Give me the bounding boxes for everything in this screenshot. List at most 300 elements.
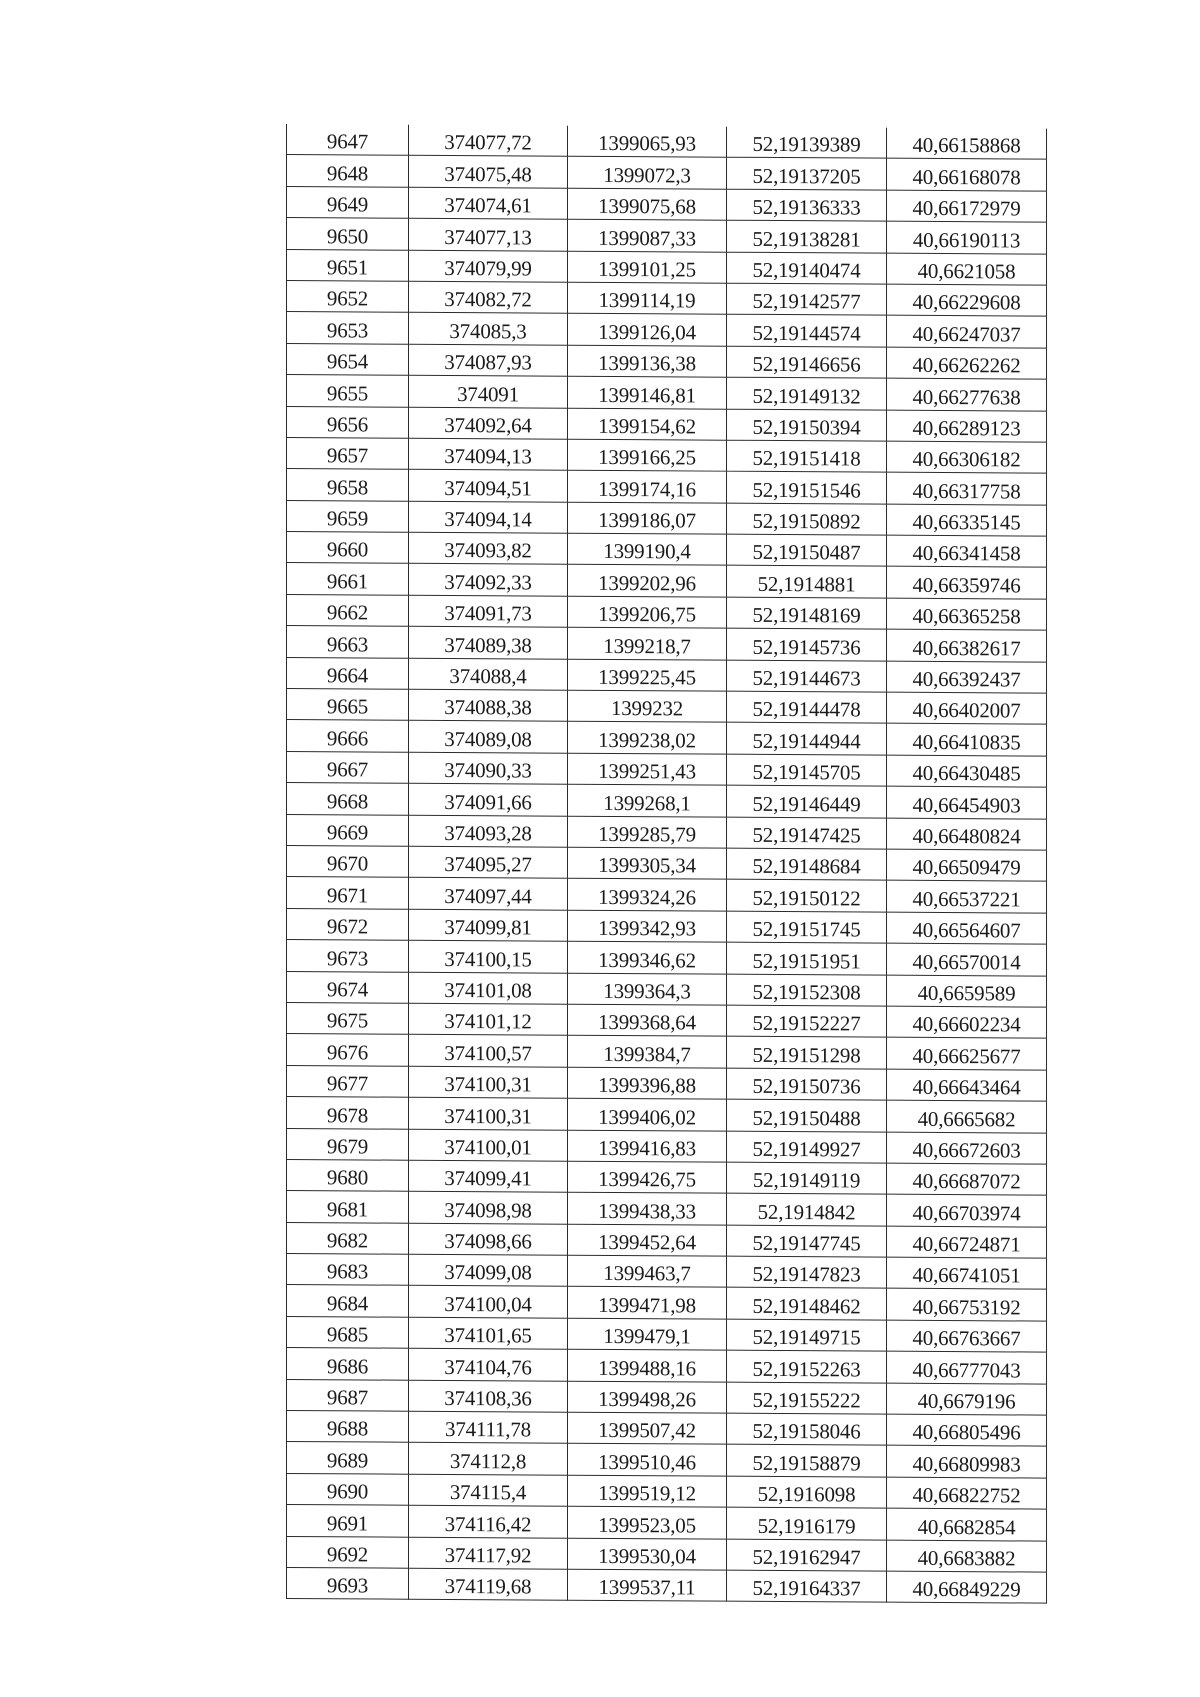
- y-coordinate-cell: [568, 1067, 727, 1099]
- latitude-cell: [727, 880, 887, 912]
- cell-text: 40,66359746: [912, 572, 1021, 598]
- point-number-cell: [287, 1097, 409, 1129]
- point-number-cell: [287, 1442, 409, 1474]
- table-row: [287, 720, 1047, 756]
- cell-text: 374094,51: [444, 475, 532, 501]
- longitude-cell: [887, 1006, 1047, 1038]
- cell-text: 9658: [326, 474, 369, 500]
- cell-text: 52,19148462: [752, 1293, 861, 1319]
- point-number-cell: [287, 249, 409, 281]
- x-coordinate-cell: [409, 438, 568, 470]
- cell-text: 9691: [326, 1510, 369, 1536]
- cell-text: 40,66753192: [912, 1294, 1021, 1320]
- cell-text: 1399202,96: [598, 570, 696, 596]
- point-number-cell: [287, 1034, 409, 1066]
- cell-text: 40,66335145: [912, 509, 1021, 535]
- cell-text: 374079,99: [444, 255, 532, 281]
- longitude-cell: [887, 1320, 1047, 1352]
- cell-text: 374095,27: [444, 852, 532, 877]
- x-coordinate-cell: [409, 1317, 568, 1349]
- cell-text: 40,66306182: [912, 447, 1021, 472]
- cell-text: 9673: [326, 945, 369, 971]
- y-coordinate-cell: [568, 847, 727, 879]
- y-coordinate-cell: [568, 439, 727, 471]
- table-row: [287, 375, 1047, 411]
- longitude-cell: [887, 567, 1047, 599]
- cell-text: 374091,66: [444, 789, 532, 815]
- cell-text: 9676: [326, 1039, 369, 1065]
- point-number-cell: [287, 1222, 409, 1254]
- latitude-cell: [727, 817, 887, 849]
- cell-text: 9649: [326, 192, 369, 217]
- y-coordinate-cell: [568, 1475, 727, 1507]
- cell-text: 1399072,3: [603, 162, 691, 188]
- x-coordinate-cell: [409, 187, 568, 219]
- latitude-cell: [727, 1570, 887, 1602]
- cell-text: 52,19150394: [752, 414, 861, 440]
- point-number-cell: [287, 124, 409, 156]
- cell-text: 52,19150488: [752, 1105, 861, 1130]
- cell-text: 374101,12: [444, 1009, 532, 1034]
- cell-text: 374100,31: [444, 1072, 532, 1097]
- latitude-cell: [727, 377, 887, 409]
- cell-text: 40,66724871: [912, 1231, 1021, 1257]
- cell-text: 374116,42: [444, 1511, 532, 1537]
- y-coordinate-cell: [568, 1318, 727, 1350]
- cell-text: 1399075,68: [598, 194, 696, 219]
- point-number-cell: [287, 1128, 409, 1160]
- table-row: [287, 908, 1047, 944]
- y-coordinate-cell: [568, 753, 727, 785]
- cell-text: 9663: [326, 631, 369, 657]
- x-coordinate-cell: [409, 783, 568, 815]
- cell-text: 52,19148169: [752, 603, 861, 628]
- cell-text: 40,66480824: [912, 823, 1021, 849]
- y-coordinate-cell: [568, 1036, 727, 1068]
- cell-text: 1399406,02: [598, 1104, 696, 1129]
- longitude-cell: [887, 472, 1047, 504]
- cell-text: 52,19145736: [752, 634, 861, 660]
- cell-text: 374074,61: [444, 193, 532, 218]
- longitude-cell: [887, 629, 1047, 661]
- cell-text: 1399186,07: [598, 507, 696, 533]
- point-number-cell: [287, 343, 409, 375]
- cell-text: 40,66687072: [912, 1169, 1021, 1194]
- cell-text: 9690: [326, 1479, 369, 1504]
- cell-text: 374098,66: [444, 1229, 532, 1254]
- point-number-cell: [287, 1473, 409, 1505]
- cell-text: 52,19138281: [752, 226, 861, 252]
- x-coordinate-cell: [409, 1035, 568, 1067]
- cell-text: 9655: [326, 380, 369, 406]
- cell-text: 40,66602234: [912, 1012, 1021, 1037]
- longitude-cell: [887, 347, 1047, 379]
- cell-text: 40,66410835: [912, 729, 1021, 755]
- cell-text: 1399519,12: [598, 1481, 696, 1506]
- table-row: [287, 124, 1047, 160]
- x-coordinate-cell: [409, 972, 568, 1004]
- cell-text: 40,6679196: [917, 1388, 1016, 1414]
- y-coordinate-cell: [568, 408, 727, 440]
- cell-text: 9677: [326, 1071, 369, 1096]
- latitude-cell: [727, 848, 887, 880]
- cell-text: 52,19147823: [752, 1262, 861, 1287]
- latitude-cell: [727, 189, 887, 221]
- longitude-cell: [887, 504, 1047, 536]
- point-number-cell: [287, 1191, 409, 1223]
- cell-text: 40,66229608: [912, 290, 1021, 315]
- latitude-cell: [727, 942, 887, 974]
- point-number-cell: [287, 1065, 409, 1097]
- longitude-cell: [887, 1508, 1047, 1540]
- cell-text: 374077,72: [444, 130, 532, 155]
- table-row: [287, 532, 1047, 568]
- cell-text: 374108,36: [444, 1385, 532, 1411]
- cell-text: 374100,15: [444, 946, 532, 972]
- longitude-cell: [887, 1477, 1047, 1509]
- cell-text: 374093,28: [444, 820, 532, 846]
- x-coordinate-cell: [409, 407, 568, 439]
- y-coordinate-cell: [568, 690, 727, 722]
- table-row: [287, 500, 1047, 536]
- cell-text: 1399285,79: [598, 821, 696, 847]
- cell-text: 9668: [326, 788, 369, 814]
- cell-text: 374112,8: [449, 1448, 527, 1474]
- cell-text: 40,66158868: [912, 133, 1021, 158]
- cell-text: 1399530,04: [598, 1543, 696, 1569]
- point-number-cell: [287, 437, 409, 469]
- longitude-cell: [887, 1257, 1047, 1289]
- point-number-cell: [287, 751, 409, 783]
- longitude-cell: [887, 128, 1047, 160]
- x-coordinate-cell: [409, 1286, 568, 1318]
- cell-text: 52,19158046: [752, 1419, 861, 1444]
- cell-text: 9653: [326, 317, 369, 343]
- table-row: [287, 1442, 1047, 1478]
- cell-text: 1399384,7: [603, 1041, 691, 1067]
- x-coordinate-cell: [409, 125, 568, 157]
- point-number-cell: [287, 1285, 409, 1317]
- cell-text: 9689: [326, 1448, 369, 1473]
- table-row: [287, 437, 1047, 473]
- y-coordinate-cell: [568, 722, 727, 754]
- y-coordinate-cell: [568, 941, 727, 973]
- cell-text: 1399206,75: [598, 602, 696, 627]
- latitude-cell: [727, 471, 887, 503]
- cell-text: 40,66317758: [912, 478, 1021, 504]
- cell-text: 9683: [326, 1259, 369, 1284]
- cell-text: 9666: [326, 726, 369, 751]
- cell-text: 52,19162947: [752, 1544, 861, 1570]
- y-coordinate-cell: [568, 533, 727, 565]
- cell-text: 1399507,42: [598, 1418, 696, 1443]
- cell-text: 9680: [326, 1165, 369, 1190]
- point-number-cell: [287, 720, 409, 752]
- latitude-cell: [727, 1445, 887, 1477]
- cell-text: 374101,08: [444, 977, 532, 1003]
- latitude-cell: [727, 723, 887, 755]
- point-number-cell: [287, 218, 409, 250]
- latitude-cell: [727, 1037, 887, 1069]
- x-coordinate-cell: [409, 626, 568, 658]
- cell-text: 40,66289123: [912, 415, 1021, 441]
- point-number-cell: [287, 689, 409, 721]
- longitude-cell: [887, 943, 1047, 975]
- cell-text: 9664: [326, 663, 369, 688]
- cell-text: 9656: [326, 412, 369, 437]
- latitude-cell: [727, 346, 887, 378]
- cell-text: 52,19150736: [752, 1073, 861, 1099]
- table-row: [287, 626, 1047, 662]
- y-coordinate-cell: [568, 376, 727, 408]
- x-coordinate-cell: [409, 156, 568, 188]
- cell-text: 1399479,1: [603, 1324, 691, 1349]
- cell-text: 1399305,34: [598, 853, 696, 878]
- cell-text: 52,19145705: [752, 760, 861, 785]
- cell-text: 52,19137205: [752, 163, 861, 189]
- longitude-cell: [887, 881, 1047, 913]
- longitude-cell: [887, 441, 1047, 473]
- cell-text: 1399523,05: [598, 1512, 696, 1538]
- longitude-cell: [887, 1414, 1047, 1446]
- cell-text: 9692: [326, 1542, 369, 1567]
- latitude-cell: [727, 1539, 887, 1571]
- cell-text: 1399087,33: [598, 225, 696, 251]
- x-coordinate-cell: [409, 1097, 568, 1129]
- cell-text: 52,19155222: [752, 1387, 861, 1413]
- y-coordinate-cell: [568, 659, 727, 691]
- cell-text: 374094,13: [444, 444, 532, 469]
- point-number-cell: [287, 1536, 409, 1568]
- y-coordinate-cell: [568, 282, 727, 314]
- cell-text: 40,66277638: [912, 384, 1021, 409]
- cell-text: 9685: [326, 1322, 369, 1347]
- cell-text: 52,1916098: [757, 1482, 856, 1507]
- longitude-cell: [887, 221, 1047, 253]
- latitude-cell: [727, 1005, 887, 1037]
- latitude-cell: [727, 409, 887, 441]
- x-coordinate-cell: [409, 846, 568, 878]
- latitude-cell: [727, 158, 887, 190]
- longitude-cell: [887, 535, 1047, 567]
- coordinates-table-wrapper: [286, 124, 1046, 1604]
- cell-text: 9687: [326, 1385, 369, 1410]
- point-number-cell: [287, 186, 409, 218]
- latitude-cell: [727, 503, 887, 535]
- y-coordinate-cell: [568, 1224, 727, 1256]
- point-number-cell: [287, 375, 409, 407]
- cell-text: 52,19164337: [752, 1576, 861, 1601]
- y-coordinate-cell: [568, 251, 727, 283]
- cell-text: 374092,33: [444, 569, 532, 595]
- longitude-cell: [887, 849, 1047, 881]
- table-row: [287, 218, 1047, 254]
- cell-text: 1399426,75: [598, 1167, 696, 1192]
- cell-text: 9660: [326, 537, 369, 562]
- cell-text: 52,19136333: [752, 195, 861, 220]
- cell-text: 52,1914881: [757, 571, 856, 597]
- cell-text: 1399190,4: [603, 539, 691, 564]
- y-coordinate-cell: [568, 1192, 727, 1224]
- cell-text: 40,66537221: [912, 886, 1021, 912]
- cell-text: 52,19144944: [752, 728, 861, 754]
- y-coordinate-cell: [568, 157, 727, 189]
- y-coordinate-cell: [568, 1412, 727, 1444]
- y-coordinate-cell: [568, 1444, 727, 1476]
- cell-text: 1399166,25: [598, 445, 696, 470]
- cell-text: 374091,73: [444, 601, 532, 626]
- cell-text: 52,19144673: [752, 665, 861, 691]
- y-coordinate-cell: [568, 502, 727, 534]
- longitude-cell: [887, 1226, 1047, 1258]
- point-number-cell: [287, 1159, 409, 1191]
- cell-text: 40,66822752: [912, 1482, 1021, 1508]
- cell-text: 40,66382617: [912, 635, 1021, 661]
- cell-text: 1399438,33: [598, 1198, 696, 1224]
- cell-text: 52,19150122: [752, 885, 861, 911]
- table-row: [287, 1285, 1047, 1321]
- cell-text: 40,66190113: [912, 227, 1021, 253]
- y-coordinate-cell: [568, 1349, 727, 1381]
- table-row: [287, 1567, 1047, 1603]
- x-coordinate-cell: [409, 1003, 568, 1035]
- table-row: [287, 971, 1047, 1007]
- coordinates-table: [286, 124, 1047, 1604]
- cell-text: 374094,14: [444, 507, 532, 532]
- longitude-cell: [887, 316, 1047, 348]
- latitude-cell: [727, 252, 887, 284]
- table-row: [287, 1065, 1047, 1101]
- cell-text: 9672: [326, 914, 369, 939]
- y-coordinate-cell: [568, 1255, 727, 1287]
- cell-text: 374085,3: [449, 318, 527, 344]
- cell-text: 374088,4: [449, 664, 527, 689]
- cell-text: 1399463,7: [603, 1261, 691, 1286]
- cell-text: 9670: [326, 851, 369, 876]
- cell-text: 374089,38: [444, 632, 532, 658]
- latitude-cell: [727, 660, 887, 692]
- cell-text: 374099,08: [444, 1260, 532, 1285]
- cell-text: 52,19144478: [752, 697, 861, 722]
- cell-text: 374075,48: [444, 161, 532, 187]
- x-coordinate-cell: [409, 1223, 568, 1255]
- cell-text: 374100,01: [444, 1134, 532, 1160]
- cell-text: 52,19149119: [752, 1168, 861, 1193]
- point-number-cell: [287, 657, 409, 689]
- table-row: [287, 751, 1047, 787]
- cell-text: 40,66262262: [912, 352, 1021, 378]
- point-number-cell: [287, 940, 409, 972]
- longitude-cell: [887, 410, 1047, 442]
- cell-text: 1399146,81: [598, 382, 696, 408]
- latitude-cell: [727, 1099, 887, 1131]
- longitude-cell: [887, 818, 1047, 850]
- cell-text: 52,19158879: [752, 1450, 861, 1476]
- x-coordinate-cell: [409, 1568, 568, 1600]
- cell-text: 9647: [326, 129, 369, 154]
- table-row: [287, 469, 1047, 505]
- longitude-cell: [887, 755, 1047, 787]
- table-row: [287, 657, 1047, 693]
- cell-text: 9678: [326, 1102, 369, 1127]
- table-row: [287, 1473, 1047, 1509]
- cell-text: 40,66741051: [912, 1263, 1021, 1288]
- table-row: [287, 312, 1047, 348]
- cell-text: 40,6665682: [917, 1106, 1016, 1131]
- latitude-cell: [727, 1288, 887, 1320]
- x-coordinate-cell: [409, 815, 568, 847]
- x-coordinate-cell: [409, 595, 568, 627]
- cell-text: 52,19149927: [752, 1136, 861, 1162]
- cell-text: 40,6682854: [917, 1514, 1016, 1540]
- point-number-cell: [287, 877, 409, 909]
- cell-text: 52,19147425: [752, 822, 861, 848]
- cell-text: 40,6621058: [917, 258, 1016, 284]
- cell-text: 1399471,98: [598, 1292, 696, 1318]
- table-row: [287, 814, 1047, 850]
- cell-text: 1399154,62: [598, 413, 696, 439]
- cell-text: 1399537,11: [598, 1575, 696, 1600]
- longitude-cell: [887, 1446, 1047, 1478]
- cell-text: 40,66430485: [912, 761, 1021, 786]
- x-coordinate-cell: [409, 1066, 568, 1098]
- cell-text: 52,19151418: [752, 446, 861, 471]
- x-coordinate-cell: [409, 344, 568, 376]
- longitude-cell: [887, 724, 1047, 756]
- x-coordinate-cell: [409, 313, 568, 345]
- cell-text: 374101,65: [444, 1323, 532, 1348]
- point-number-cell: [287, 1316, 409, 1348]
- y-coordinate-cell: [568, 1381, 727, 1413]
- cell-text: 9650: [326, 223, 369, 249]
- cell-text: 9671: [326, 883, 369, 908]
- cell-text: 1399452,64: [598, 1229, 696, 1255]
- cell-text: 9657: [326, 443, 369, 468]
- point-number-cell: [287, 971, 409, 1003]
- cell-text: 1399268,1: [603, 790, 691, 816]
- longitude-cell: [887, 598, 1047, 630]
- cell-text: 1399126,04: [598, 319, 696, 345]
- table-row: [287, 1254, 1047, 1290]
- cell-text: 9688: [326, 1416, 369, 1441]
- y-coordinate-cell: [568, 1569, 727, 1601]
- table-row: [287, 1348, 1047, 1384]
- y-coordinate-cell: [568, 1130, 727, 1162]
- cell-text: 40,66341458: [912, 541, 1021, 566]
- cell-text: 40,66703974: [912, 1200, 1021, 1226]
- cell-text: 52,19146449: [752, 791, 861, 817]
- point-number-cell: [287, 908, 409, 940]
- cell-text: 374100,31: [444, 1103, 532, 1128]
- latitude-cell: [727, 440, 887, 472]
- longitude-cell: [887, 912, 1047, 944]
- point-number-cell: [287, 406, 409, 438]
- cell-text: 374082,72: [444, 287, 532, 312]
- cell-text: 40,66509479: [912, 855, 1021, 880]
- cell-text: 374088,38: [444, 695, 532, 720]
- point-number-cell: [287, 1567, 409, 1599]
- cell-text: 374098,98: [444, 1197, 532, 1223]
- latitude-cell: [727, 911, 887, 943]
- point-number-cell: [287, 1348, 409, 1380]
- cell-text: 1399368,64: [598, 1010, 696, 1035]
- latitude-cell: [727, 566, 887, 598]
- longitude-cell: [887, 786, 1047, 818]
- point-number-cell: [287, 312, 409, 344]
- longitude-cell: [887, 1540, 1047, 1572]
- cell-text: 52,1914842: [757, 1199, 856, 1225]
- table-row: [287, 940, 1047, 976]
